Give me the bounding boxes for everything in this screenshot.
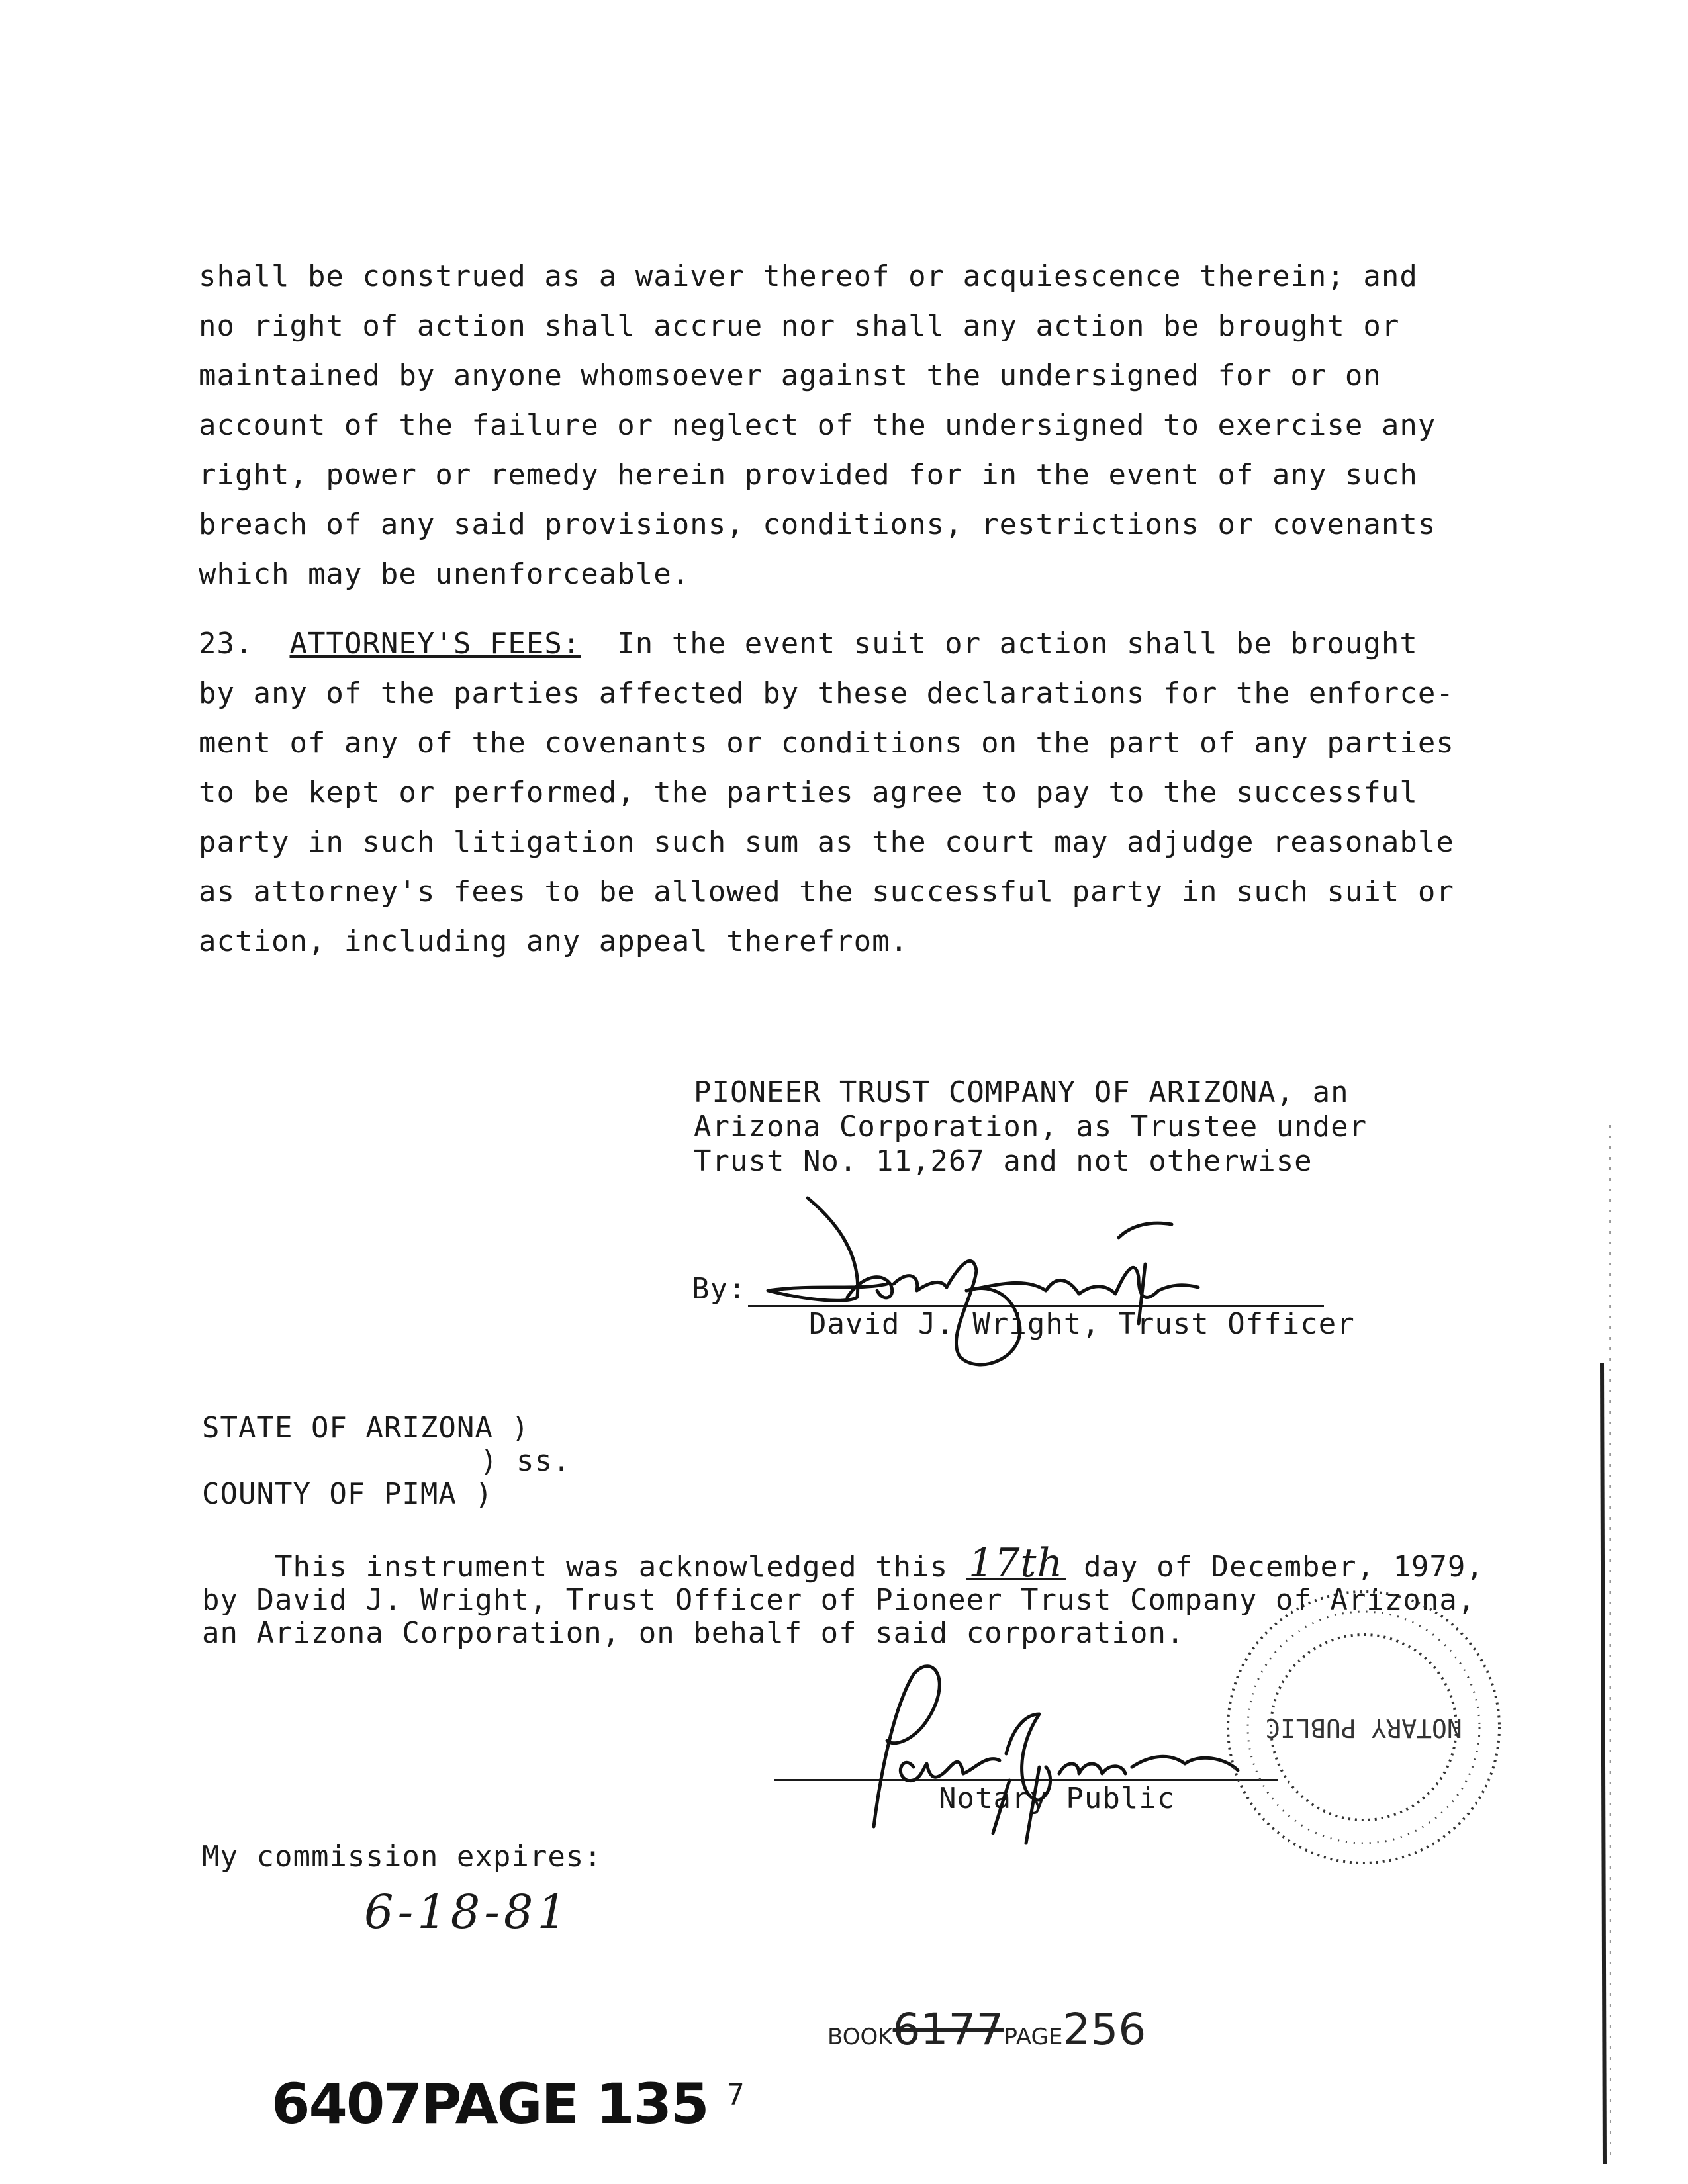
venue-county: COUNTY OF PIMA ) xyxy=(202,1477,493,1511)
text-line: shall be construed as a waiver thereof or acquiescence therein; and xyxy=(199,259,1418,293)
text-line: by any of the parties affected by these declarations for the enforce- xyxy=(199,676,1454,710)
text-line: breach of any said provisions, conditions, restrictions or covenants xyxy=(199,508,1436,541)
text-line: right, power or remedy herein provided for in the event of any such xyxy=(199,458,1418,492)
text-line: no right of action shall accrue nor shall any action be brought or xyxy=(199,309,1400,343)
handwritten-day: 17th xyxy=(966,1549,1066,1580)
trustee-line: Arizona Corporation, as Trustee under xyxy=(694,1110,1368,1144)
acknowledgment-line-3: an Arizona Corporation, on behalf of said corporation. xyxy=(202,1616,1185,1650)
stamp-page-number: 256 xyxy=(1062,2004,1147,2055)
venue-ss: ) ss. xyxy=(480,1444,571,1478)
stamp-book-label: BOOK xyxy=(827,2024,893,2050)
stamp-page-label: PAGE xyxy=(1004,2024,1063,2050)
by-label: By: xyxy=(692,1272,747,1306)
text-line: which may be unenforceable. xyxy=(199,557,690,591)
text-line: ment of any of the covenants or conditions on the part of any parties xyxy=(199,726,1454,760)
commission-label: My commission expires: xyxy=(202,1840,602,1874)
trustee-line: Trust No. 11,267 and not otherwise xyxy=(694,1144,1313,1178)
acknowledgment-date: day of December, 1979, xyxy=(1084,1550,1484,1584)
notary-caption: Notary Public xyxy=(939,1782,1176,1815)
text-line: party in such litigation such sum as the court may adjudge reasonable xyxy=(199,825,1454,859)
text-line: maintained by anyone whomsoever against the undersigned for or on xyxy=(199,359,1382,392)
paragraph-number: 23. xyxy=(199,627,254,660)
acknowledgment-line-2: by David J. Wright, Trust Officer of Pioneer Trust Company of Arizona, xyxy=(202,1583,1476,1617)
trustee-line: PIONEER TRUST COMPANY OF ARIZONA, an xyxy=(694,1075,1349,1109)
book-page-stamp-left: 6407PAGE 135 xyxy=(271,2071,708,2136)
commission-date: 6-18-81 xyxy=(364,1885,571,1939)
venue-state: STATE OF ARIZONA ) xyxy=(202,1411,530,1445)
seal-text: NOTARY PUBLIC xyxy=(1265,1713,1462,1743)
signer-caption: David J. Wright, Trust Officer xyxy=(809,1307,1355,1341)
page-number: 7 xyxy=(727,2078,745,2112)
acknowledgment-lead: This instrument was acknowledged this xyxy=(274,1550,949,1584)
stamp-book-number: 6177 xyxy=(892,2004,1004,2055)
text-line: as attorney's fees to be allowed the successful party in such suit or xyxy=(199,875,1454,909)
text-line: action, including any appeal therefrom. xyxy=(199,925,909,958)
text-line: account of the failure or neglect of the undersigned to exercise any xyxy=(199,408,1436,442)
paragraph-text: In the event suit or action shall be brought xyxy=(617,627,1418,660)
text-line: to be kept or performed, the parties agree to pay to the successful xyxy=(199,776,1418,809)
paragraph-heading: ATTORNEY'S FEES: xyxy=(289,627,581,660)
